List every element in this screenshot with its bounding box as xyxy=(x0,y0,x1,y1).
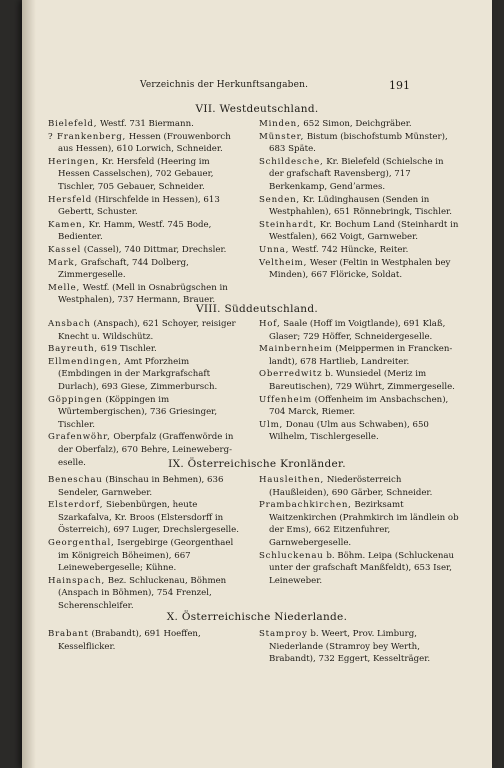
entry: Uffenheim (Offenheim im Ansbachschen), 704 Marck, Riemer. xyxy=(259,394,449,418)
entry: Heringen, Kr. Hersfeld (Heering im Hessen Casselschen), 702 Gebauer, Tischler, 705 Gebauer, Schneider. xyxy=(48,156,214,192)
section-heading-oesterreichische-kronlaender: IX. Österreichische Kronländer. xyxy=(168,458,346,470)
entry: Mark, Grafschaft, 744 Dolberg, Zimmergeselle. xyxy=(48,257,189,281)
section-7-left-column xyxy=(48,118,244,307)
page-number: 191 xyxy=(389,79,410,92)
entry: Senden, Kr. Lüdinghausen (Senden in Westphahlen), 651 Rönnebringk, Tischler. xyxy=(259,194,452,218)
entry: Schildesche, Kr. Bielefeld (Schielsche in der grafschaft Ravensberg), 717 Berkenkamp, Gendʼarmes. xyxy=(259,156,444,192)
entry: Unna, Westf. 742 Hüncke, Reiter. xyxy=(259,244,409,255)
entry: Elsterdorf, Siebenbürgen, heute Szarkafalva, Kr. Broos (Elstersdorff in Österreich), 697 Luger, Drechslergeselle. xyxy=(48,500,239,536)
entry: Hof, Saale (Hoff im Voigtlande), 691 Klaß, Glaser; 729 Höffer, Schneidergeselle. xyxy=(259,319,446,342)
section-8-left-column xyxy=(48,318,244,469)
entry: Bielefeld, Westf. 731 Biermann. xyxy=(48,119,194,129)
page-gutter xyxy=(22,0,36,768)
book-page xyxy=(22,0,492,768)
entry: Hainspach, Bez. Schluckenau, Böhmen (Anspach in Böhmen), 754 Frenzel, Scherenschleifer. xyxy=(48,575,227,611)
section-7-right-column xyxy=(259,118,459,282)
entry: Georgenthal, Isergebirge (Georgenthael im Königreich Böheimen), 667 Leinewebergeselle; Kühne. xyxy=(48,537,234,574)
entry: Bayreuth, 619 Tischler. xyxy=(48,344,157,355)
entry: Münster, Bistum (bischofstumb Münster), 683 Späte. xyxy=(259,131,448,155)
section-heading-oesterreichische-niederlande: X. Österreichische Niederlande. xyxy=(166,611,348,623)
section-10-right-column xyxy=(259,628,459,666)
entry: Melle, Westf. (Mell in Osnabrügschen in Westphalen), 737 Hermann, Brauer. xyxy=(48,282,228,306)
running-title: Verzeichnis der Herkunftsangaben. xyxy=(140,80,309,90)
entry: Ansbach (Anspach), 621 Schoyer, reisiger Knecht u. Wildschütz. xyxy=(48,319,236,342)
entry: Schluckenau b. Böhm. Leipa (Schluckenau unter der grafschaft Manßfeldt), 653 Iser, Leineweber. xyxy=(259,550,455,586)
section-heading-westdeutschland: VII. Westdeutschland. xyxy=(195,103,319,115)
entry: Beneschau (Binschau in Behmen), 636 Sendeler, Garnweber. xyxy=(48,475,224,498)
section-8-right-column xyxy=(259,318,459,444)
entry: Steinhardt, Kr. Bochum Land (Steinhardt in Westfalen), 662 Voigt, Garnweber. xyxy=(259,219,459,243)
entry: Kassel (Cassel), 740 Dittmar, Drechsler. xyxy=(48,244,227,255)
entry: Stamproy b. Weert, Prov. Limburg, Niederlande (Stramroy bey Werth, Brabandt), 732 Eggert, Kesselträger. xyxy=(259,629,431,665)
entry: Oberredwitz b. Wunsiedel (Meriz im Bareutischen), 729 Wührt, Zimmergeselle. xyxy=(259,369,455,392)
section-9-right-column xyxy=(259,474,459,587)
entry: Veltheim, Weser (Feltin in Westphalen bey Minden), 667 Flöricke, Soldat. xyxy=(259,257,451,281)
entry: Brabant (Brabandt), 691 Hoeffen, Kesselflicker. xyxy=(48,629,201,652)
entry: Göppingen (Köppingen im Würtembergischen), 736 Griesinger, Tischler. xyxy=(48,394,218,430)
entry: Ulm, Donau (Ulm aus Schwaben), 650 Wilhelm, Tischlergeselle. xyxy=(259,419,429,443)
entry: Ellmendingen, Amt Pforzheim (Embdingen in der Markgrafschaft Durlach), 693 Giese, Zimmerbursch. xyxy=(48,356,218,392)
entry: Minden, 652 Simon, Deichgräber. xyxy=(259,119,412,129)
section-heading-sueddeutschland: VIII. Süddeutschland. xyxy=(195,303,319,315)
entry: Hausleithen, Niederösterreich (Haußleiden), 690 Gärber, Schneider. xyxy=(259,475,433,498)
section-9-left-column xyxy=(48,474,244,613)
section-10-left-column xyxy=(48,628,244,653)
entry: ? Frankenberg, Hessen (Frouwenborch aus Hessen), 610 Lorwich, Schneider. xyxy=(48,131,231,155)
entry: Hersfeld (Hirschfelde in Hessen), 613 Gebertt, Schuster. xyxy=(48,194,220,218)
entry: Mainbernheim (Meippermen in Franckenlandt), 678 Hartlieb, Landreiter. xyxy=(259,344,453,367)
entry: Grafenwöhr, Oberpfalz (Graffenwörde in der Oberfalz), 670 Behre, Leinewebergeselle. xyxy=(48,432,234,468)
entry: Prambachkirchen, Bezirksamt Waitzenkirchen (Prahmkirch im ländlein ob der Ems), 662 Eitzenfuhrer, Garnwebergeselle. xyxy=(259,500,459,548)
entry: Kamen, Kr. Hamm, Westf. 745 Bode, Bedienter. xyxy=(48,219,212,243)
